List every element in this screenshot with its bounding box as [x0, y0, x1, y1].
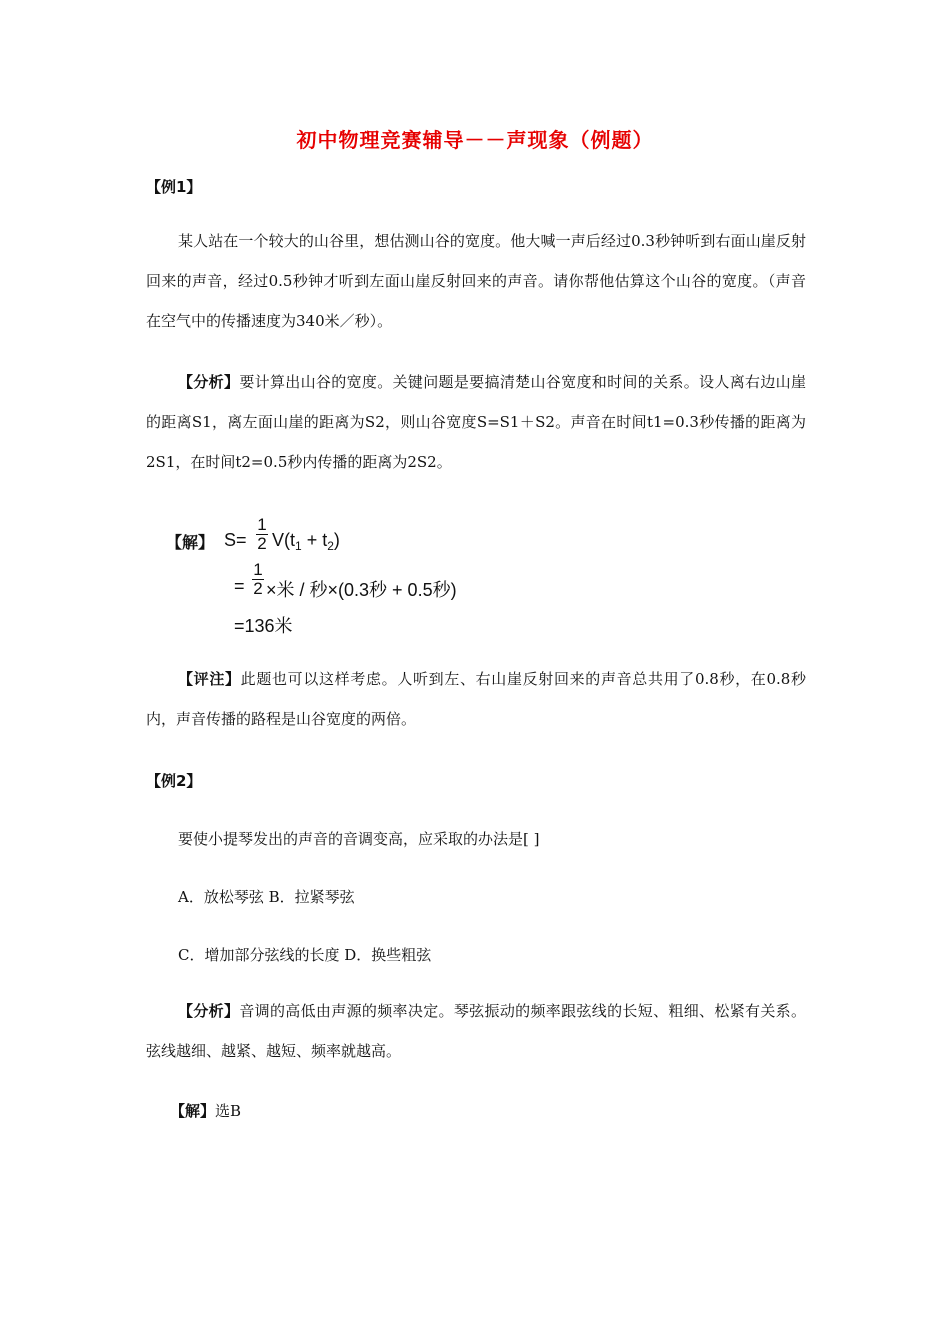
equation-rhs-1 [272, 530, 340, 553]
equation-close-paren: ) [333, 530, 340, 550]
equation-term-v: V(t [272, 530, 296, 550]
example-2-options-ab: A．放松琴弦 B．拉紧琴弦 [178, 888, 355, 906]
equation-line-2-rhs: ×米 / 秒×(0.3秒 + 0.5秒) [266, 580, 457, 600]
page-title: 初中物理竞赛辅导－－声现象（例题） [296, 128, 654, 152]
example-1-comment [146, 659, 806, 739]
subscript-2: 2 [327, 539, 334, 553]
solution-text-2: 选B [215, 1102, 242, 1120]
fraction-numerator-2: 1 [253, 560, 263, 579]
fraction-denominator-2: 2 [253, 579, 263, 598]
example-1-solution [166, 514, 486, 634]
example-1-heading: 【例1】 [146, 178, 202, 196]
example-2-question: 要使小提琴发出的声音的音调变高，应采取的办法是[ ] [178, 830, 540, 848]
fraction-denominator: 2 [257, 534, 267, 553]
analysis-tag-2: 【分析】 [178, 1002, 240, 1020]
subscript-1: 1 [295, 539, 302, 553]
example-2-heading: 【例2】 [146, 772, 202, 790]
analysis-text-2: 音调的高低由声源的频率决定。琴弦振动的频率跟弦线的长短、粗细、松紧有关系。弦线越细、越紧、越短、频率就越高。 [146, 1002, 806, 1060]
equation-line-3: =136米 [234, 616, 293, 636]
comment-tag: 【评注】 [178, 670, 241, 688]
example-2-analysis [146, 991, 806, 1071]
example-2-solution [170, 1100, 241, 1121]
example-1-analysis [146, 362, 806, 482]
example-1-question: 某人站在一个较大的山谷里，想估测山谷的宽度。他大喊一声后经过0.3秒钟听到右面山崖反射回来的声音，经过0.5秒钟才听到左面山崖反射回来的声音。请你帮他估算这个山谷的宽度。（声音在空气中的传播速度为340米／秒）。 [146, 232, 806, 330]
analysis-tag: 【分析】 [178, 373, 240, 391]
fraction-half-2 [252, 561, 264, 598]
fraction-numerator: 1 [257, 515, 267, 534]
equation-lhs: S= [224, 530, 247, 550]
fraction-half [256, 516, 268, 553]
comment-text: 此题也可以这样考虑。人听到左、右山崖反射回来的声音总共用了0.8秒，在0.8秒内，声音传播的路程是山谷宽度的两倍。 [146, 670, 806, 728]
solution-tag-2: 【解】 [170, 1102, 216, 1120]
equation-line-1 [224, 530, 247, 551]
equation-line-2-lhs: = [234, 576, 245, 596]
analysis-text: 要计算出山谷的宽度。关键问题是要搞清楚山谷宽度和时间的关系。设人离右边山崖的距离S1，离左面山崖的距离为S2，则山谷宽度S=S1＋S2。声音在时间t1=0.3秒传播的距离为2S1，在时间t2=0.5秒内传播的距离为2S2。 [146, 373, 806, 471]
example-2-options-cd: C．增加部分弦线的长度 D．换些粗弦 [178, 946, 432, 964]
solution-tag: 【解】 [166, 533, 215, 552]
equation-term-plus: + t [301, 530, 328, 550]
